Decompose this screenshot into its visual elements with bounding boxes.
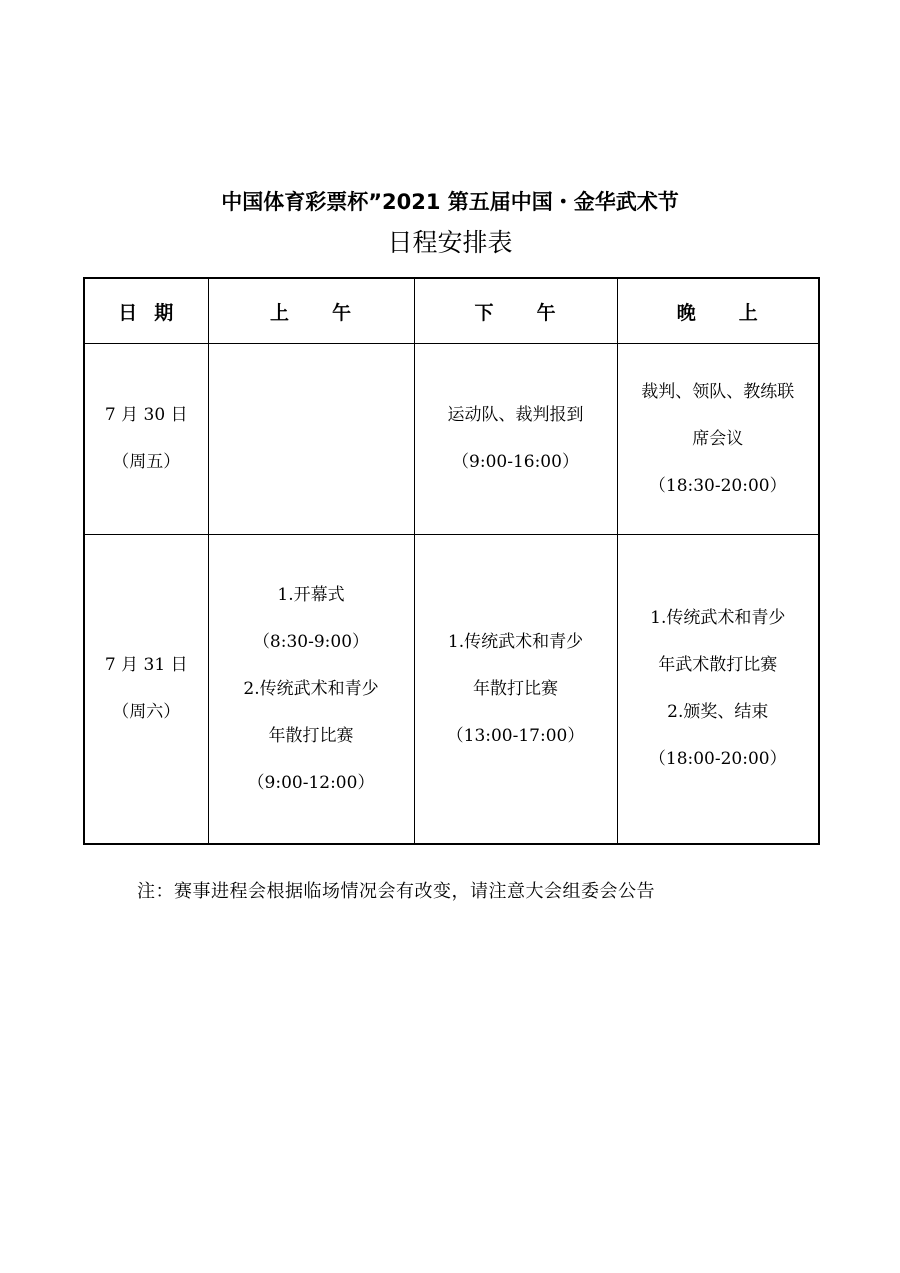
event-text: 1.传统武术和青少	[650, 608, 786, 628]
document-title: 中国体育彩票杯”2021 第五届中国・金华武术节	[221, 190, 679, 214]
table-row	[84, 344, 819, 535]
header-date: 日 期	[84, 278, 208, 344]
table-header-row	[84, 278, 819, 344]
event-text: 年散打比赛	[473, 678, 558, 699]
time-text: （9:00-12:00）	[247, 772, 375, 793]
document-subtitle: 日程安排表	[387, 228, 513, 257]
cell-evening	[617, 344, 819, 535]
cell-date	[84, 344, 208, 535]
event-text: 年散打比赛	[268, 725, 354, 746]
event-text: 席会议	[692, 428, 744, 449]
cell-morning	[208, 535, 414, 845]
event-text: 裁判、领队、教练联	[641, 381, 795, 402]
event-text: 1.开幕式	[277, 584, 345, 605]
cell-afternoon	[414, 535, 617, 845]
cell-morning	[208, 344, 414, 535]
table-row	[84, 535, 819, 845]
time-text: （18:00-20:00）	[648, 749, 787, 769]
schedule-table	[83, 277, 820, 845]
weekday-text: （周五）	[112, 452, 181, 472]
cell-afternoon	[414, 344, 617, 535]
time-text: （9:00-16:00）	[452, 452, 579, 472]
time-text: （18:30-20:00）	[648, 475, 787, 496]
schedule-note: 注：赛事进程会根据临场情况会有改变，请注意大会组委会公告	[137, 881, 655, 902]
cell-date	[84, 535, 208, 845]
event-text: 年武术散打比赛	[658, 655, 778, 675]
header-morning: 上 午	[208, 278, 414, 344]
event-text: 运动队、裁判报到	[447, 405, 584, 425]
date-text: 7 月 31 日	[104, 655, 188, 675]
date-text: 7 月 30 日	[104, 405, 188, 425]
time-text: （13:00-17:00）	[446, 725, 585, 746]
cell-evening	[617, 535, 819, 845]
event-text: 1.传统武术和青少	[447, 631, 584, 652]
weekday-text: （周六）	[112, 702, 181, 722]
event-text: 2.传统武术和青少	[243, 678, 379, 699]
header-evening: 晚 上	[617, 278, 819, 344]
header-afternoon: 下 午	[414, 278, 617, 344]
event-text: 2.颁奖、结束	[667, 702, 769, 722]
time-text: （8:30-9:00）	[252, 631, 370, 652]
